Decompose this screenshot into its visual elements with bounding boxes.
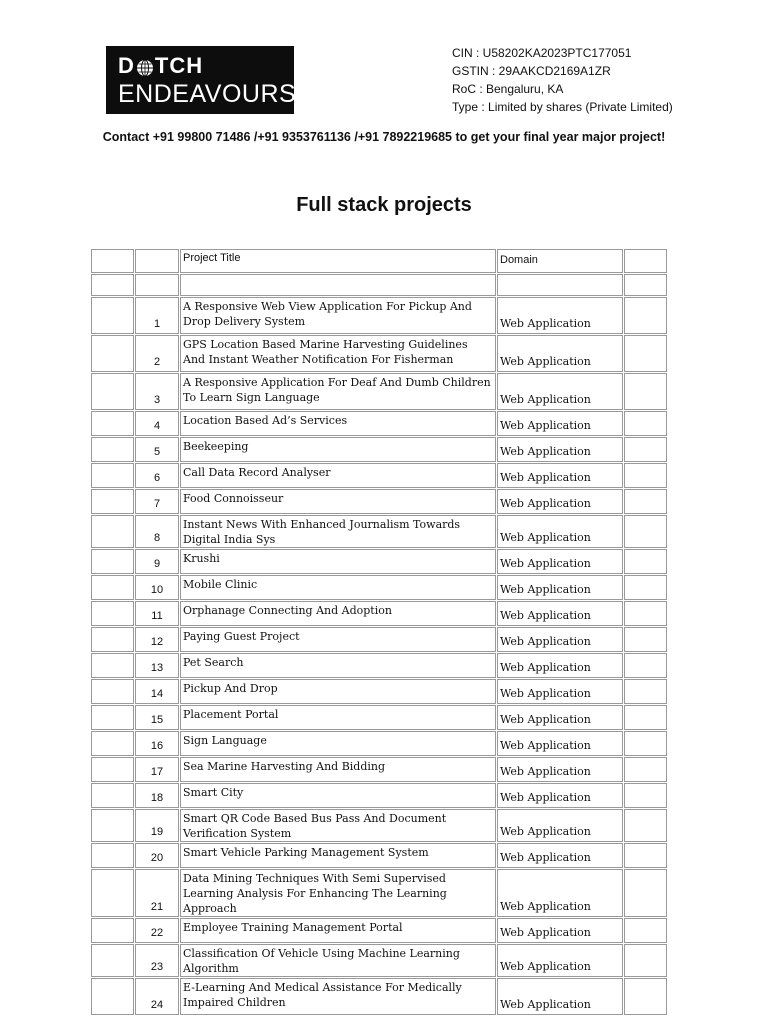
- row-number: 12: [135, 627, 179, 652]
- row-domain: Web Application: [497, 549, 623, 574]
- row-end-cell: [624, 437, 667, 462]
- row-number: 8: [135, 515, 179, 548]
- row-blank-cell: [91, 918, 134, 943]
- row-end-cell: [624, 978, 667, 1015]
- row-project-title: Smart QR Code Based Bus Pass And Document Verification System: [180, 809, 496, 842]
- row-blank-cell: [91, 335, 134, 372]
- row-number: 6: [135, 463, 179, 488]
- table-row: [91, 653, 667, 678]
- row-domain: Web Application: [497, 463, 623, 488]
- row-domain: Web Application: [497, 297, 623, 334]
- table-row: [91, 575, 667, 600]
- table-row: [91, 918, 667, 943]
- page-title: Full stack projects: [296, 194, 472, 216]
- row-domain: Web Application: [497, 411, 623, 436]
- table-row: [91, 411, 667, 436]
- row-blank-cell: [91, 463, 134, 488]
- row-domain: Web Application: [497, 843, 623, 868]
- row-blank-cell: [91, 809, 134, 842]
- row-blank-cell: [91, 601, 134, 626]
- table-row: [91, 757, 667, 782]
- row-end-cell: [624, 783, 667, 808]
- row-blank-cell: [91, 783, 134, 808]
- row-project-title: A Responsive Web View Application For Pickup And Drop Delivery System: [180, 297, 496, 334]
- logo-letter-d: D: [118, 53, 135, 78]
- table-row: [91, 549, 667, 574]
- table-row: [91, 679, 667, 704]
- row-project-title: GPS Location Based Marine Harvesting Guidelines And Instant Weather Notification For Fisherman: [180, 335, 496, 372]
- company-logo: [106, 46, 297, 114]
- row-blank-cell: [91, 437, 134, 462]
- row-end-cell: [624, 297, 667, 334]
- header-end-cell: [624, 249, 667, 273]
- row-blank-cell: [91, 757, 134, 782]
- row-blank-cell: [91, 549, 134, 574]
- row-blank-cell: [91, 843, 134, 868]
- row-domain: Web Application: [497, 679, 623, 704]
- row-project-title: A Responsive Application For Deaf And Dumb Children To Learn Sign Language: [180, 373, 496, 410]
- row-end-cell: [624, 918, 667, 943]
- row-end-cell: [624, 515, 667, 548]
- row-number: 2: [135, 335, 179, 372]
- table-row: [91, 731, 667, 756]
- row-project-title: Call Data Record Analyser: [180, 463, 496, 488]
- row-project-title: Mobile Clinic: [180, 575, 496, 600]
- globe-icon: [136, 57, 154, 75]
- row-number: 14: [135, 679, 179, 704]
- table-row: [91, 783, 667, 808]
- row-project-title: Instant News With Enhanced Journalism Towards Digital India Sys: [180, 515, 496, 548]
- table-row: [91, 627, 667, 652]
- table-row: [91, 373, 667, 410]
- row-end-cell: [624, 335, 667, 372]
- row-domain: Web Application: [497, 437, 623, 462]
- row-end-cell: [624, 705, 667, 730]
- row-domain: Web Application: [497, 627, 623, 652]
- row-number: 23: [135, 944, 179, 977]
- row-number: 24: [135, 978, 179, 1015]
- table-header-row: [91, 249, 667, 273]
- row-end-cell: [624, 809, 667, 842]
- row-number: 22: [135, 918, 179, 943]
- row-blank-cell: [91, 575, 134, 600]
- logo-letters-tch: TCH: [154, 53, 204, 78]
- gstin-text: GSTIN : 29AAKCD2169A1ZR: [452, 64, 611, 78]
- header-number-cell: [135, 249, 179, 273]
- row-number: 20: [135, 843, 179, 868]
- row-blank-cell: [91, 489, 134, 514]
- row-number: 21: [135, 869, 179, 917]
- row-end-cell: [624, 549, 667, 574]
- row-domain: Web Application: [497, 731, 623, 756]
- row-blank-cell: [91, 705, 134, 730]
- row-blank-cell: [91, 944, 134, 977]
- row-number: 11: [135, 601, 179, 626]
- company-details: [452, 44, 673, 116]
- header-project-title: Project Title: [180, 249, 496, 273]
- header-domain: Domain: [497, 249, 623, 273]
- row-domain: Web Application: [497, 783, 623, 808]
- table-row: [91, 489, 667, 514]
- cin-text: CIN : U58202KA2023PTC177051: [452, 46, 632, 60]
- table-row: [91, 463, 667, 488]
- table-row: [91, 515, 667, 548]
- row-number: 17: [135, 757, 179, 782]
- row-domain: Web Application: [497, 335, 623, 372]
- table-row: [91, 978, 667, 1015]
- table-row: [91, 944, 667, 977]
- roc-text: RoC : Bengaluru, KA: [452, 82, 564, 96]
- row-end-cell: [624, 679, 667, 704]
- row-blank-cell: [91, 515, 134, 548]
- row-domain: Web Application: [497, 869, 623, 917]
- spacer-cell: [91, 274, 134, 296]
- row-domain: Web Application: [497, 489, 623, 514]
- table-row: [91, 437, 667, 462]
- row-project-title: Food Connoisseur: [180, 489, 496, 514]
- table-row: [91, 335, 667, 372]
- company-type-text: Type : Limited by shares (Private Limited): [452, 100, 673, 114]
- row-blank-cell: [91, 411, 134, 436]
- row-project-title: Beekeeping: [180, 437, 496, 462]
- row-number: 13: [135, 653, 179, 678]
- row-project-title: Location Based Ad’s Services: [180, 411, 496, 436]
- row-number: 10: [135, 575, 179, 600]
- row-number: 19: [135, 809, 179, 842]
- row-project-title: Classification Of Vehicle Using Machine Learning Algorithm: [180, 944, 496, 977]
- row-end-cell: [624, 757, 667, 782]
- row-domain: Web Application: [497, 515, 623, 548]
- row-number: 9: [135, 549, 179, 574]
- row-project-title: Pet Search: [180, 653, 496, 678]
- row-project-title: Sign Language: [180, 731, 496, 756]
- row-end-cell: [624, 489, 667, 514]
- table-spacer-row: [91, 274, 667, 296]
- row-end-cell: [624, 869, 667, 917]
- row-blank-cell: [91, 731, 134, 756]
- row-blank-cell: [91, 978, 134, 1015]
- row-domain: Web Application: [497, 373, 623, 410]
- row-end-cell: [624, 843, 667, 868]
- row-blank-cell: [91, 653, 134, 678]
- row-end-cell: [624, 731, 667, 756]
- spacer-cell: [624, 274, 667, 296]
- row-end-cell: [624, 601, 667, 626]
- row-project-title: Krushi: [180, 549, 496, 574]
- header-blank-cell: [91, 249, 134, 273]
- row-project-title: Smart Vehicle Parking Management System: [180, 843, 496, 868]
- row-domain: Web Application: [497, 978, 623, 1015]
- row-number: 16: [135, 731, 179, 756]
- row-domain: Web Application: [497, 575, 623, 600]
- row-domain: Web Application: [497, 705, 623, 730]
- row-end-cell: [624, 411, 667, 436]
- table-row: [91, 843, 667, 868]
- projects-table: [90, 248, 668, 1016]
- row-domain: Web Application: [497, 918, 623, 943]
- row-number: 7: [135, 489, 179, 514]
- table-row: [91, 869, 667, 917]
- row-domain: Web Application: [497, 757, 623, 782]
- row-project-title: Pickup And Drop: [180, 679, 496, 704]
- row-number: 1: [135, 297, 179, 334]
- row-end-cell: [624, 575, 667, 600]
- row-number: 18: [135, 783, 179, 808]
- row-domain: Web Application: [497, 809, 623, 842]
- row-number: 15: [135, 705, 179, 730]
- row-blank-cell: [91, 297, 134, 334]
- row-number: 3: [135, 373, 179, 410]
- row-project-title: Orphanage Connecting And Adoption: [180, 601, 496, 626]
- row-domain: Web Application: [497, 601, 623, 626]
- table-row: [91, 705, 667, 730]
- contact-banner: Contact +91 99800 71486 /+91 9353761136 /+91 7892219685 to get your final year major project!: [102, 130, 666, 144]
- row-end-cell: [624, 944, 667, 977]
- table-row: [91, 297, 667, 334]
- row-project-title: E-Learning And Medical Assistance For Medically Impaired Children: [180, 978, 496, 1015]
- spacer-cell: [497, 274, 623, 296]
- row-end-cell: [624, 653, 667, 678]
- row-project-title: Employee Training Management Portal: [180, 918, 496, 943]
- row-blank-cell: [91, 373, 134, 410]
- logo-line-1: [118, 53, 294, 79]
- row-project-title: Placement Portal: [180, 705, 496, 730]
- row-blank-cell: [91, 679, 134, 704]
- row-project-title: Smart City: [180, 783, 496, 808]
- row-blank-cell: [91, 869, 134, 917]
- row-project-title: Sea Marine Harvesting And Bidding: [180, 757, 496, 782]
- row-blank-cell: [91, 627, 134, 652]
- row-project-title: Data Mining Techniques With Semi Supervised Learning Analysis For Enhancing The Learning Approach: [180, 869, 496, 917]
- table-row: [91, 601, 667, 626]
- row-end-cell: [624, 463, 667, 488]
- row-domain: Web Application: [497, 653, 623, 678]
- logo-line-2: ENDEAVOURS: [118, 80, 297, 108]
- spacer-cell: [135, 274, 179, 296]
- row-number: 5: [135, 437, 179, 462]
- row-project-title: Paying Guest Project: [180, 627, 496, 652]
- row-end-cell: [624, 373, 667, 410]
- spacer-cell: [180, 274, 496, 296]
- row-number: 4: [135, 411, 179, 436]
- row-domain: Web Application: [497, 944, 623, 977]
- table-row: [91, 809, 667, 842]
- row-end-cell: [624, 627, 667, 652]
